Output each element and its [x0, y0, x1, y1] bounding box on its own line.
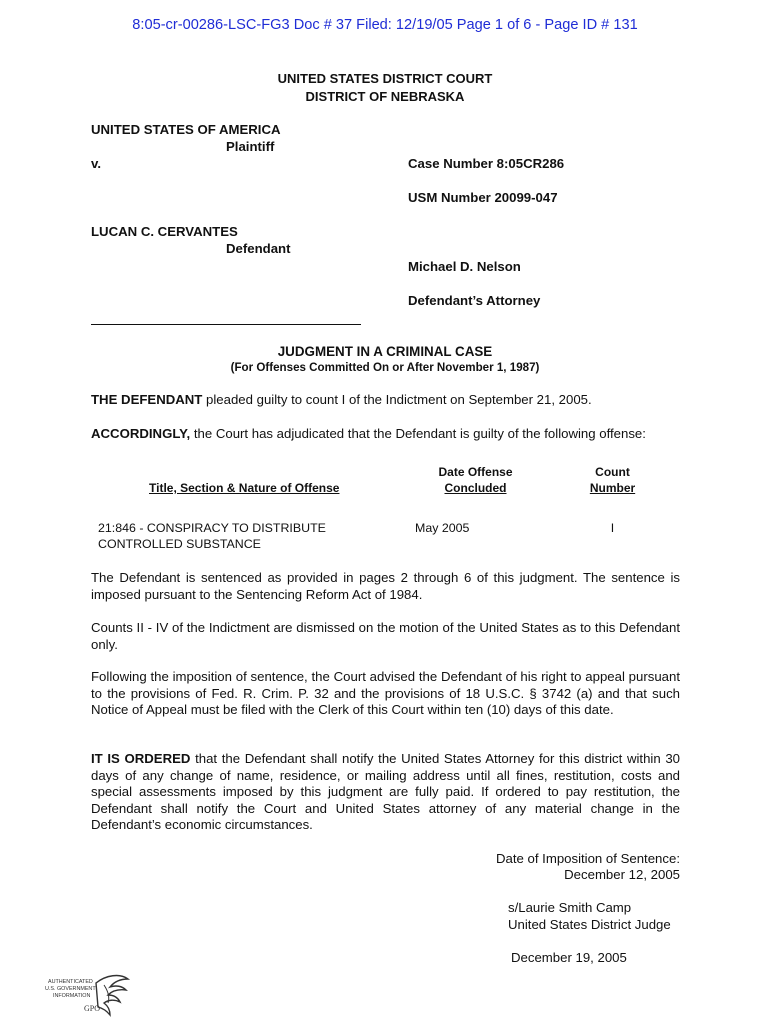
- ordered-paragraph: [91, 751, 680, 834]
- case-number: Case Number 8:05CR286: [408, 156, 565, 171]
- adjudication-paragraph: [91, 426, 680, 443]
- gpo-line2: U.S. GOVERNMENT: [45, 986, 96, 992]
- judgment-title: JUDGMENT IN A CRIMINAL CASE: [277, 344, 493, 359]
- defendant-role: Defendant: [226, 241, 291, 256]
- versus: v.: [91, 156, 102, 171]
- gpo-eagle-icon: [44, 973, 134, 1017]
- caption-divider: [91, 324, 361, 325]
- row-date: May 2005: [415, 521, 470, 535]
- ordered-lead: IT IS ORDERED: [91, 751, 191, 766]
- usm-number: USM Number 20099-047: [408, 190, 558, 205]
- gpo-mark: GPO: [84, 1004, 101, 1013]
- col-title: Title, Section & Nature of Offense: [149, 481, 340, 495]
- plaintiff-name: UNITED STATES OF AMERICA: [91, 122, 281, 137]
- appeal-paragraph: Following the imposition of sentence, the Court advised the Defendant of his right to appeal pursuant to the provisions of Fed. R. Crim. P. 32 and the provisions of 18 U.S.C. § 3742 (a) and that such Notice of Appeal must be filed with the Clerk of this Court within ten (10) days of this date.: [91, 669, 680, 718]
- judge-title: United States District Judge: [508, 917, 671, 932]
- col-date-line1: Date Offense: [438, 465, 513, 479]
- ordered-text: that the Defendant shall notify the United States Attorney for this district within 30 days of any change of name, residence, or mailing address until all fines, restitution, costs and special assessments imposed by this judgment are fully paid. If ordered to pay restitution, the Defendant shall notify the Court and United States attorney of any material change in the Defendant’s economic circumstances.: [91, 751, 681, 833]
- plaintiff-role: Plaintiff: [226, 139, 275, 154]
- attorney-name: Michael D. Nelson: [408, 259, 521, 274]
- plea-paragraph: [91, 392, 680, 409]
- plea-lead: THE DEFENDANT: [91, 392, 203, 407]
- attorney-role: Defendant’s Attorney: [408, 293, 541, 308]
- imposition-label: Date of Imposition of Sentence:: [495, 851, 680, 866]
- gpo-authentication-seal: [44, 973, 134, 1017]
- imposition-date: December 12, 2005: [564, 867, 680, 882]
- court-district: DISTRICT OF NEBRASKA: [305, 89, 465, 104]
- judge-signature: s/Laurie Smith Camp: [508, 900, 632, 915]
- col-count-line2: Number: [589, 481, 636, 495]
- row-title-line2: CONTROLLED SUBSTANCE: [98, 537, 261, 551]
- court-name: UNITED STATES DISTRICT COURT: [277, 71, 493, 86]
- defendant-name: LUCAN C. CERVANTES: [91, 224, 238, 239]
- dismissed-paragraph: Counts II - IV of the Indictment are dismissed on the motion of the United States as to this Defendant only.: [91, 620, 680, 652]
- row-title-line1: 21:846 - CONSPIRACY TO DISTRIBUTE: [98, 521, 326, 535]
- gpo-line3: INFORMATION: [53, 993, 91, 999]
- plea-text: pleaded guilty to count I of the Indictment on September 21, 2005.: [202, 392, 592, 407]
- row-count: I: [610, 521, 615, 535]
- signature-date: December 19, 2005: [511, 950, 627, 965]
- filing-header: 8:05-cr-00286-LSC-FG3 Doc # 37 Filed: 12/19/05 Page 1 of 6 - Page ID # 131: [132, 17, 638, 33]
- col-date-line2: Concluded: [444, 481, 507, 495]
- judgment-subtitle: (For Offenses Committed On or After November 1, 1987): [230, 361, 540, 374]
- gpo-line1: AUTHENTICATED: [48, 979, 93, 985]
- adjudication-lead: ACCORDINGLY,: [91, 426, 191, 441]
- sentence-paragraph: The Defendant is sentenced as provided in pages 2 through 6 of this judgment. The sentence is imposed pursuant to the Sentencing Reform Act of 1984.: [91, 570, 680, 602]
- col-count-line1: Count: [595, 465, 630, 479]
- adjudication-text: the Court has adjudicated that the Defendant is guilty of the following offense:: [190, 426, 646, 441]
